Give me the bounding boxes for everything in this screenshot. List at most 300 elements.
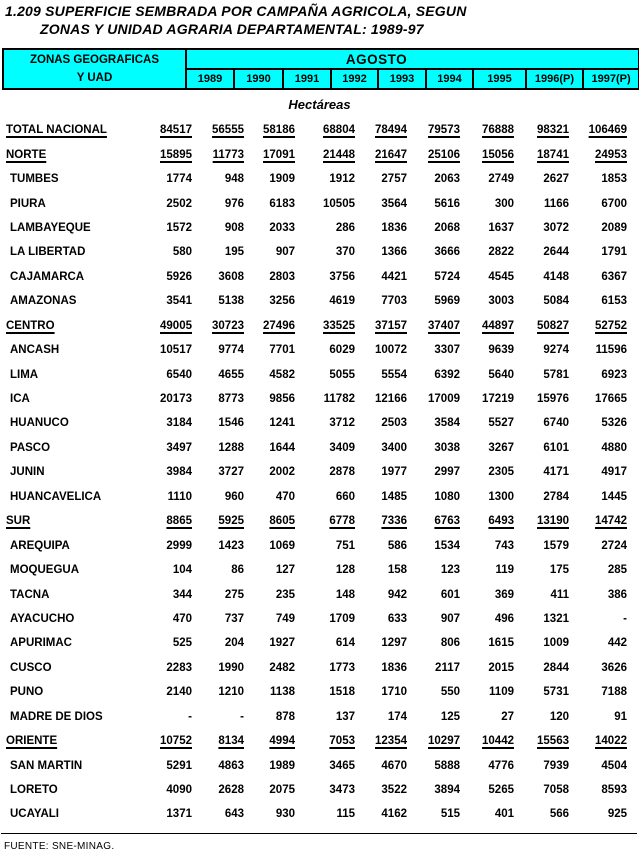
cell-value: 1909 — [269, 173, 295, 186]
row-label: NORTE — [6, 148, 47, 161]
row-label: CAJAMARCA — [10, 270, 85, 283]
cell-value: 1710 — [381, 686, 407, 699]
cell-value: 17091 — [263, 148, 295, 161]
cell-value: 1110 — [167, 490, 192, 503]
cell-value: 1990 — [218, 661, 244, 674]
header-zonas-line-2: Y UAD — [76, 72, 113, 84]
cell-value: 3038 — [434, 441, 460, 454]
cell-value: 17219 — [482, 393, 514, 406]
cell-value: 8865 — [166, 515, 192, 528]
header-year-1997p: 1997(P) — [583, 69, 639, 89]
row-label: PASCO — [10, 441, 51, 454]
cell-value: 6700 — [601, 197, 627, 210]
cell-value: 9774 — [218, 344, 244, 357]
cell-value: 442 — [607, 637, 627, 650]
cell-value: 1989 — [269, 759, 295, 772]
cell-value: 14742 — [595, 515, 627, 528]
cell-value: 1241 — [269, 417, 295, 430]
cell-value: 1288 — [218, 441, 244, 454]
cell-value: 84517 — [160, 124, 192, 137]
table-row-san-martin — [0, 753, 639, 777]
cell-value: 2503 — [381, 417, 407, 430]
cell-value: 119 — [495, 564, 514, 577]
header-year-1989: 1989 — [186, 69, 234, 89]
cell-value: 369 — [494, 588, 514, 601]
cell-value: 1709 — [329, 612, 355, 625]
cell-value: 948 — [224, 173, 244, 186]
cell-value: 50827 — [537, 319, 569, 332]
cell-value: 4090 — [166, 784, 192, 797]
cell-value: 806 — [440, 637, 460, 650]
cell-value: 4504 — [601, 759, 627, 772]
table-row-tacna — [0, 582, 639, 606]
cell-value: 5291 — [166, 759, 192, 772]
cell-value: 344 — [172, 588, 192, 601]
cell-value: 3522 — [381, 784, 407, 797]
row-label: MADRE DE DIOS — [10, 710, 103, 723]
cell-value: 14022 — [595, 735, 627, 748]
cell-value: 7188 — [601, 686, 627, 699]
cell-value: 2117 — [435, 661, 460, 674]
table-row-total-nacional — [0, 118, 639, 142]
table-header — [2, 48, 639, 90]
row-label: ANCASH — [10, 344, 60, 357]
cell-value: 9856 — [269, 393, 295, 406]
cell-value: 5925 — [218, 515, 244, 528]
cell-value: 20173 — [160, 393, 192, 406]
cell-value: 643 — [224, 808, 244, 821]
cell-value: - — [623, 612, 627, 625]
cell-value: 7939 — [543, 759, 569, 772]
cell-value: 3541 — [166, 295, 192, 308]
cell-value: 235 — [275, 588, 295, 601]
cell-value: 300 — [494, 197, 514, 210]
cell-value: 286 — [335, 221, 355, 234]
cell-value: 580 — [172, 246, 192, 259]
table-body — [0, 118, 639, 827]
cell-value: 10517 — [160, 344, 192, 357]
cell-value: - — [188, 710, 192, 723]
cell-value: 10505 — [323, 197, 355, 210]
cell-value: 175 — [549, 564, 569, 577]
header-year-1993: 1993 — [378, 69, 426, 89]
cell-value: 3184 — [166, 417, 192, 430]
table-row-huancavelica — [0, 485, 639, 509]
table-row-amazonas — [0, 289, 639, 313]
cell-value: 942 — [387, 588, 407, 601]
cell-value: 3307 — [434, 344, 460, 357]
cell-value: 660 — [335, 490, 355, 503]
cell-value: 601 — [440, 588, 460, 601]
cell-value: 9639 — [488, 344, 514, 357]
cell-value: 5616 — [434, 197, 460, 210]
cell-value: 925 — [607, 808, 627, 821]
cell-value: 137 — [335, 710, 355, 723]
table-row-apurimac — [0, 631, 639, 655]
cell-value: 1321 — [543, 612, 569, 625]
row-label: SUR — [6, 515, 31, 528]
cell-value: 2482 — [269, 661, 295, 674]
cell-value: 4994 — [269, 735, 295, 748]
cell-value: 123 — [440, 564, 460, 577]
table-row-oriente — [0, 729, 639, 753]
cell-value: 5724 — [434, 270, 460, 283]
row-label: LIMA — [10, 368, 39, 381]
cell-value: 37407 — [428, 319, 460, 332]
table-row-centro — [0, 314, 639, 338]
cell-value: 1300 — [488, 490, 514, 503]
cell-value: 3256 — [269, 295, 295, 308]
cell-value: 7336 — [381, 515, 407, 528]
cell-value: 1836 — [381, 221, 407, 234]
cell-value: 470 — [275, 490, 295, 503]
cell-value: 6493 — [488, 515, 514, 528]
cell-value: 104 — [172, 564, 192, 577]
cell-value: 204 — [224, 637, 244, 650]
cell-value: 1836 — [381, 661, 407, 674]
cell-value: 907 — [440, 612, 460, 625]
cell-value: 2628 — [218, 784, 244, 797]
cell-value: 8605 — [269, 515, 295, 528]
cell-value: 4880 — [601, 441, 627, 454]
cell-value: 128 — [335, 564, 355, 577]
cell-value: 3409 — [329, 441, 355, 454]
cell-value: 515 — [440, 808, 460, 821]
cell-value: 285 — [607, 564, 627, 577]
cell-value: 4776 — [488, 759, 514, 772]
table-row-sur — [0, 509, 639, 533]
cell-value: 550 — [440, 686, 460, 699]
cell-value: 2997 — [434, 466, 460, 479]
row-label: HUANCAVELICA — [10, 490, 102, 503]
cell-value: 3465 — [329, 759, 355, 772]
cell-value: 2305 — [488, 466, 514, 479]
cell-value: 4655 — [218, 368, 244, 381]
cell-value: 2068 — [434, 221, 460, 234]
cell-value: 127 — [275, 564, 295, 577]
cell-value: 6923 — [601, 368, 627, 381]
cell-value: 7703 — [381, 295, 407, 308]
row-label: PUNO — [10, 686, 44, 699]
cell-value: 960 — [224, 490, 244, 503]
cell-value: 4421 — [381, 270, 407, 283]
header-year-1995: 1995 — [473, 69, 526, 89]
cell-value: 1773 — [329, 661, 355, 674]
cell-value: 6392 — [434, 368, 460, 381]
table-row-cajamarca — [0, 265, 639, 289]
cell-value: 3984 — [166, 466, 192, 479]
cell-value: 1534 — [434, 539, 460, 552]
cell-value: 15056 — [482, 148, 514, 161]
header-month-cell: AGOSTO — [186, 49, 639, 69]
row-label: TUMBES — [10, 173, 59, 186]
row-label: MOQUEGUA — [10, 564, 79, 577]
cell-value: 586 — [387, 539, 407, 552]
cell-value: 1853 — [601, 173, 627, 186]
cell-value: 4917 — [601, 466, 627, 479]
cell-value: 1423 — [218, 539, 244, 552]
row-label: TOTAL NACIONAL — [6, 124, 107, 137]
cell-value: 1927 — [269, 637, 295, 650]
cell-value: 3564 — [381, 197, 407, 210]
row-label: HUANUCO — [10, 417, 69, 430]
cell-value: 1644 — [269, 441, 295, 454]
cell-value: 749 — [275, 612, 295, 625]
table-row-huanuco — [0, 411, 639, 435]
cell-value: 3584 — [434, 417, 460, 430]
cell-value: 2140 — [166, 686, 192, 699]
row-label: PIURA — [10, 197, 46, 210]
cell-value: 5527 — [488, 417, 514, 430]
page-title-line-1: 1.209 SUPERFICIE SEMBRADA POR CAMPAÑA AGRICOLA, SEGUN — [5, 3, 467, 19]
cell-value: 370 — [335, 246, 355, 259]
row-label: ICA — [10, 393, 30, 406]
cell-value: 8773 — [218, 393, 244, 406]
cell-value: 1485 — [381, 490, 407, 503]
row-label: AMAZONAS — [10, 295, 77, 308]
cell-value: 10297 — [428, 735, 460, 748]
cell-value: 120 — [549, 710, 569, 723]
table-row-lambayeque — [0, 216, 639, 240]
row-label: AYACUCHO — [10, 612, 75, 625]
cell-value: 2803 — [269, 270, 295, 283]
cell-value: 1445 — [601, 490, 627, 503]
cell-value: 614 — [335, 637, 355, 650]
cell-value: 566 — [549, 808, 569, 821]
cell-value: 5969 — [434, 295, 460, 308]
source-text: FUENTE: SNE-MINAG. — [4, 841, 115, 852]
row-label: ORIENTE — [6, 735, 58, 748]
row-label: LORETO — [10, 784, 58, 797]
cell-value: 1366 — [381, 246, 407, 259]
header-zonas-cell — [3, 49, 186, 89]
cell-value: 8593 — [601, 784, 627, 797]
cell-value: 3072 — [543, 221, 569, 234]
cell-value: 4545 — [488, 270, 514, 283]
cell-value: 12166 — [375, 393, 407, 406]
cell-value: 15895 — [160, 148, 192, 161]
cell-value: 1615 — [488, 637, 514, 650]
cell-value: 2075 — [269, 784, 295, 797]
table-row-ancash — [0, 338, 639, 362]
table-row-ucayali — [0, 802, 639, 826]
cell-value: 2502 — [166, 197, 192, 210]
cell-value: 3003 — [488, 295, 514, 308]
cell-value: 4582 — [269, 368, 295, 381]
cell-value: 4162 — [381, 808, 407, 821]
cell-value: 7058 — [543, 784, 569, 797]
cell-value: 2644 — [543, 246, 569, 259]
cell-value: 10442 — [482, 735, 514, 748]
cell-value: 3666 — [434, 246, 460, 259]
header-zonas-line-1: ZONAS GEOGRAFICAS — [29, 54, 160, 66]
table-row-ica — [0, 387, 639, 411]
cell-value: 1166 — [544, 197, 569, 210]
cell-value: 17009 — [428, 393, 460, 406]
cell-value: 1138 — [270, 686, 295, 699]
cell-value: 11782 — [323, 393, 355, 406]
cell-value: 24953 — [595, 148, 627, 161]
footer-divider — [1, 833, 637, 834]
cell-value: 5138 — [218, 295, 244, 308]
cell-value: 33525 — [323, 319, 355, 332]
cell-value: 8134 — [218, 735, 244, 748]
cell-value: 18741 — [537, 148, 569, 161]
cell-value: 2089 — [601, 221, 627, 234]
cell-value: 976 — [224, 197, 244, 210]
cell-value: 5926 — [166, 270, 192, 283]
cell-value: 4863 — [218, 759, 244, 772]
cell-value: 1069 — [269, 539, 295, 552]
cell-value: 2878 — [329, 466, 355, 479]
table-row-norte — [0, 142, 639, 166]
cell-value: 30723 — [212, 319, 244, 332]
cell-value: 470 — [172, 612, 192, 625]
cell-value: 1080 — [434, 490, 460, 503]
cell-value: 6101 — [543, 441, 569, 454]
cell-value: 1210 — [218, 686, 244, 699]
cell-value: 2757 — [381, 173, 407, 186]
cell-value: 15976 — [537, 393, 569, 406]
cell-value: 2999 — [166, 539, 192, 552]
cell-value: 4171 — [543, 466, 569, 479]
row-label: TACNA — [10, 588, 50, 601]
cell-value: 5554 — [381, 368, 407, 381]
cell-value: 6153 — [601, 295, 627, 308]
cell-value: 4619 — [329, 295, 355, 308]
cell-value: 737 — [224, 612, 244, 625]
cell-value: 25106 — [428, 148, 460, 161]
cell-value: 3894 — [434, 784, 460, 797]
table-row-junin — [0, 460, 639, 484]
table-row-pasco — [0, 436, 639, 460]
cell-value: 3267 — [488, 441, 514, 454]
cell-value: 751 — [335, 539, 355, 552]
cell-value: 1546 — [218, 417, 244, 430]
table-row-tumbes — [0, 167, 639, 191]
cell-value: 1637 — [488, 221, 514, 234]
cell-value: 5055 — [329, 368, 355, 381]
cell-value: 21647 — [375, 148, 407, 161]
cell-value: 76888 — [482, 124, 514, 137]
row-label: AREQUIPA — [10, 539, 70, 552]
cell-value: 11596 — [595, 344, 627, 357]
row-label: LA LIBERTAD — [10, 246, 86, 259]
page-title-line-2: ZONAS Y UNIDAD AGRARIA DEPARTAMENTAL: 1989-97 — [40, 21, 424, 37]
cell-value: 1774 — [166, 173, 192, 186]
cell-value: 3626 — [601, 661, 627, 674]
cell-value: 6540 — [166, 368, 192, 381]
cell-value: 386 — [607, 588, 627, 601]
cell-value: 1518 — [329, 686, 355, 699]
cell-value: 275 — [224, 588, 244, 601]
cell-value: 44897 — [482, 319, 514, 332]
cell-value: 5731 — [543, 686, 569, 699]
cell-value: 6029 — [329, 344, 355, 357]
table-row-ayacucho — [0, 607, 639, 631]
cell-value: 91 — [614, 710, 627, 723]
cell-value: 2283 — [166, 661, 192, 674]
cell-value: 49005 — [160, 319, 192, 332]
cell-value: 1912 — [329, 173, 355, 186]
cell-value: 106469 — [588, 124, 627, 137]
cell-value: 496 — [494, 612, 514, 625]
cell-value: 1791 — [601, 246, 627, 259]
cell-value: 908 — [224, 221, 244, 234]
cell-value: 27 — [501, 710, 514, 723]
cell-value: 21448 — [323, 148, 355, 161]
cell-value: 3712 — [329, 417, 355, 430]
cell-value: 3473 — [329, 784, 355, 797]
cell-value: 115 — [336, 808, 355, 821]
cell-value: 1977 — [381, 466, 407, 479]
cell-value: 125 — [440, 710, 460, 723]
table-row-la-libertad — [0, 240, 639, 264]
cell-value: 1572 — [166, 221, 192, 234]
cell-value: 11773 — [212, 148, 244, 161]
cell-value: 411 — [550, 588, 569, 601]
cell-value: 1109 — [489, 686, 514, 699]
cell-value: 2063 — [434, 173, 460, 186]
row-label: APURIMAC — [10, 637, 72, 650]
row-label: LAMBAYEQUE — [10, 221, 91, 234]
cell-value: 1579 — [543, 539, 569, 552]
cell-value: 3497 — [166, 441, 192, 454]
cell-value: 907 — [275, 246, 295, 259]
row-label: CENTRO — [6, 319, 55, 332]
cell-value: 6740 — [543, 417, 569, 430]
cell-value: 17665 — [595, 393, 627, 406]
cell-value: 5640 — [488, 368, 514, 381]
cell-value: 52752 — [595, 319, 627, 332]
table-row-loreto — [0, 778, 639, 802]
cell-value: 3400 — [381, 441, 407, 454]
cell-value: 2002 — [269, 466, 295, 479]
cell-value: 56555 — [212, 124, 244, 137]
cell-value: 2627 — [543, 173, 569, 186]
cell-value: 6183 — [269, 197, 295, 210]
cell-value: 5781 — [543, 368, 569, 381]
cell-value: 9274 — [543, 344, 569, 357]
cell-value: 5265 — [488, 784, 514, 797]
cell-value: 525 — [172, 637, 192, 650]
cell-value: 1371 — [166, 808, 192, 821]
cell-value: 174 — [387, 710, 407, 723]
unit-label: Hectáreas — [288, 97, 351, 112]
cell-value: 7701 — [269, 344, 295, 357]
cell-value: 27496 — [263, 319, 295, 332]
cell-value: 86 — [231, 564, 244, 577]
cell-value: 5888 — [434, 759, 460, 772]
cell-value: 3608 — [218, 270, 244, 283]
cell-value: 98321 — [537, 124, 569, 137]
header-year-1990: 1990 — [234, 69, 283, 89]
cell-value: 4670 — [381, 759, 407, 772]
cell-value: 2784 — [543, 490, 569, 503]
cell-value: 6778 — [329, 515, 355, 528]
row-label: SAN MARTIN — [10, 759, 83, 772]
table-row-madre-de-dios — [0, 705, 639, 729]
cell-value: 5326 — [601, 417, 627, 430]
cell-value: 878 — [275, 710, 295, 723]
header-year-1991: 1991 — [283, 69, 331, 89]
cell-value: 2749 — [488, 173, 514, 186]
row-label: JUNIN — [10, 466, 45, 479]
cell-value: 5084 — [543, 295, 569, 308]
cell-value: 148 — [335, 588, 355, 601]
cell-value: 12354 — [375, 735, 407, 748]
cell-value: 2033 — [269, 221, 295, 234]
